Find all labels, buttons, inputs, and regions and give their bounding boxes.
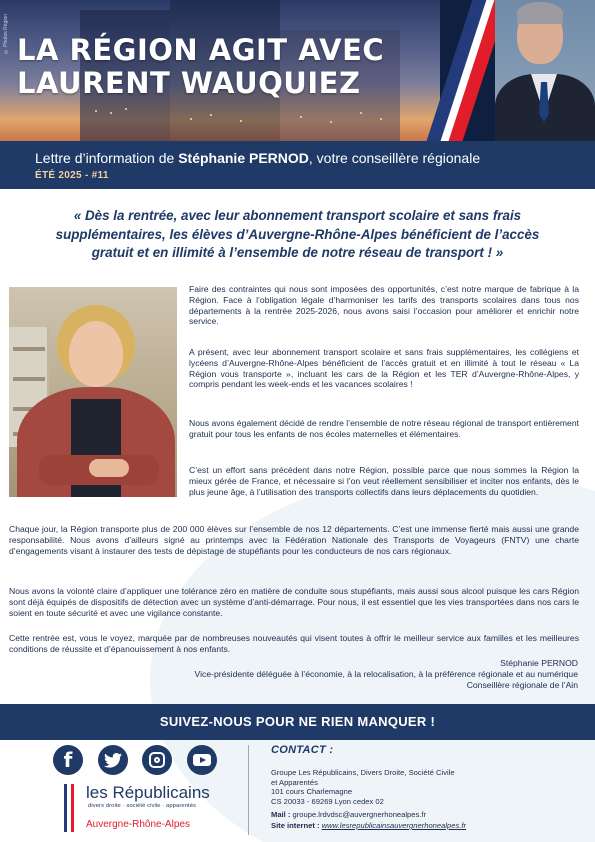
- signature-role-2: Conseillère régionale de l’Ain: [466, 679, 578, 690]
- footer-divider: [248, 745, 249, 835]
- paragraph-3: Nous avons également décidé de rendre l’ensemble de notre réseau régional de transport entièrement gratuit pour tous les enfants de nos écoles maternelles et élémentaires.: [189, 418, 579, 439]
- mail-link[interactable]: groupe.lrdvdsc@auvergnerhonealpes.fr: [290, 810, 427, 819]
- party-logo-tagline: divers droite · société civile · apparentés: [88, 803, 197, 809]
- photo-credit: © Photos Région: [3, 14, 9, 55]
- youtube-icon[interactable]: [187, 745, 217, 775]
- title-suffix: , votre conseillère régionale: [308, 150, 481, 166]
- facebook-icon[interactable]: f: [53, 745, 83, 775]
- party-logo-name: les Républicains: [86, 783, 210, 802]
- contact-site: [271, 821, 466, 830]
- counselor-photo: [9, 287, 177, 497]
- paragraph-5: Chaque jour, la Région transporte plus de 200 000 élèves sur l’ensemble de nos 12 départements. C’est une immense fierté mais aussi une grande responsabilité. Nous avons d’ailleurs signé au printemps avec la Fédération Nationale des Transports de Voyageurs (FNTV) une charte d’engagements visant à instaurer des tests de dépistage de stupéfiants pour les conducteurs de nos cars régionaux.: [9, 524, 579, 556]
- title-line-1: LA RÉGION AGIT AVEC: [17, 33, 385, 67]
- party-logo-region: Auvergne-Rhône-Alpes: [86, 819, 190, 830]
- site-label: Site internet :: [271, 821, 320, 830]
- signature: [158, 658, 578, 690]
- twitter-icon[interactable]: [98, 745, 128, 775]
- title-line-2: LAURENT WAUQUIEZ: [17, 66, 361, 100]
- signature-name: Stéphanie PERNOD: [500, 658, 578, 668]
- wauquiez-portrait: [495, 0, 595, 141]
- site-link[interactable]: www.lesrepublicainsauvergnerhonealpes.fr: [321, 821, 467, 830]
- title-prefix: Lettre d’information de: [35, 150, 179, 166]
- paragraph-7: Cette rentrée est, vous le voyez, marquée par de nombreuses nouveautés qui visent toutes à offrir le meilleur service aux familles et les meilleures conditions de réussite et d’épanouissement à nos enfants.: [9, 633, 579, 654]
- header-banner: [0, 0, 595, 141]
- page-title: [17, 34, 384, 100]
- paragraph-2: A présent, avec leur abonnement transport scolaire et sans frais supplémentaires, les collégiens et lycéens d’Auvergne-Rhône-Alpes bénéficient de l’accès gratuit et en illimité à tout le réseau « La Région vous transporte », incluant les cars de la Région et les TER d’Auvergne-Rhône-Alpes, y compris pendant les week-ends et les vacances scolaires !: [189, 347, 579, 390]
- lead-quote: « Dès la rentrée, avec leur abonnement transport scolaire et sans frais supplémentaires, les élèves d’Auvergne-Rhône-Alpes bénéficient de l’accès gratuit et en illimité à l’ensemble de notre réseau de transport ! »: [55, 208, 540, 260]
- issue-label: ÉTÉ 2025 - #11: [35, 170, 109, 181]
- contact-mail: [271, 810, 426, 819]
- paragraph-1: Faire des contraintes qui nous sont imposées des opportunités, c’est notre marque de fabrique à la Région. Face à l’obligation légale d’harmoniser les tarifs des transports scolaires dans tous nos départements à la rentrée 2025-2026, nous avons saisi l’occasion pour améliorer et enrichir notre service.: [189, 284, 579, 327]
- paragraph-4: C’est un effort sans précédent dans notre Région, possible parce que nous sommes la Région la mieux gérée de France, et nécessaire si l’on veut réellement sensibiliser et inciter nos enfants, dès le plus jeune âge, à l’utilisation des transports collectifs dans leurs déplacements du quotidien.: [189, 465, 579, 497]
- signature-role: Vice-présidente déléguée à l’économie, à la relocalisation, à la préférence régionale et au numérique: [194, 668, 578, 679]
- follow-label: SUIVEZ-NOUS POUR NE RIEN MANQUER !: [159, 714, 436, 729]
- contact-street: 101 cours Charlemagne: [271, 787, 353, 796]
- mail-label: Mail :: [271, 810, 291, 819]
- contact-group: Groupe Les Républicains, Divers Droite, Société Civile: [271, 768, 455, 777]
- counselor-name: Stéphanie PERNOD: [178, 150, 309, 166]
- instagram-icon[interactable]: [142, 745, 172, 775]
- logo-flag: [64, 784, 76, 832]
- newsletter-title: [35, 150, 480, 166]
- contact-title: CONTACT :: [271, 744, 334, 756]
- contact-city: CS 20033 - 69269 Lyon cedex 02: [271, 797, 384, 806]
- twitter-bird-glyph: [104, 753, 122, 768]
- contact-group-cont: et Apparentés: [271, 777, 318, 787]
- paragraph-6: Nous avons la volonté claire d’appliquer une tolérance zéro en matière de conduite sous stupéfiants, mais aussi sous alcool puisque les cars Région sont déjà équipés de dispositifs de détection avec un système d’anti-démarrage. Pour nous, il est essentiel que les vies transportées dans nos cars le soient en toute sécurité et avec une vigilance constante.: [9, 586, 579, 618]
